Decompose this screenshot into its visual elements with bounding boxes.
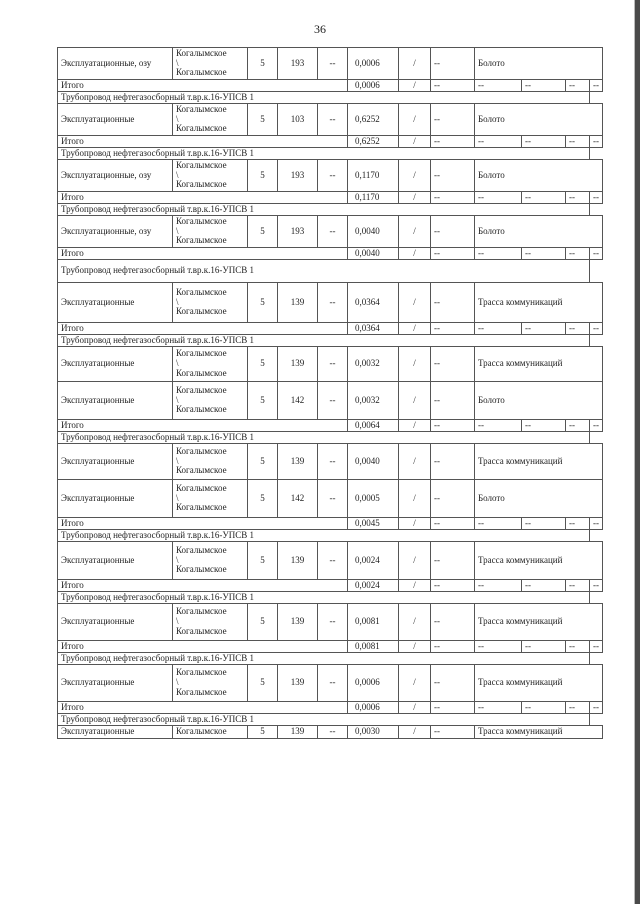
- empty-dash: --: [566, 702, 590, 714]
- table-row: [58, 726, 603, 739]
- empty-dash: --: [590, 641, 603, 653]
- land-use-cell: Трасса коммуникаций: [475, 726, 603, 739]
- number-cell: 139: [278, 347, 318, 382]
- section-title: Трубопровод нефтегазосборный т.вр.к.16-УПСВ 1: [58, 335, 590, 347]
- location-line: \: [176, 296, 179, 307]
- area-value: 0,0045: [348, 518, 399, 530]
- number-cell: 5: [248, 382, 278, 420]
- empty-dash: --: [475, 641, 522, 653]
- empty-dash: --: [590, 702, 603, 714]
- slash: /: [399, 420, 431, 432]
- section-title: Трубопровод нефтегазосборный т.вр.к.16-УПСВ 1: [58, 432, 590, 444]
- land-use-cell: Болото: [475, 382, 603, 420]
- empty-dash: --: [522, 518, 566, 530]
- table-row: [58, 604, 603, 641]
- dash: --: [318, 48, 348, 80]
- slash: /: [399, 580, 431, 592]
- category-cell: Эксплуатационные: [58, 347, 173, 382]
- empty-dash: --: [566, 136, 590, 148]
- location-line: Когалымское: [176, 404, 227, 415]
- number-cell: 193: [278, 48, 318, 80]
- empty-dash: --: [522, 580, 566, 592]
- location-line: Когалымское: [176, 465, 227, 476]
- total-label: Итого: [58, 580, 348, 592]
- number-cell: 5: [248, 444, 278, 480]
- location-line: \: [176, 455, 179, 466]
- location-line: Когалымское: [176, 103, 227, 114]
- page-number: 36: [314, 22, 326, 36]
- number-cell: 193: [278, 160, 318, 192]
- category-cell: Эксплуатационные, озу: [58, 48, 173, 80]
- area-value: 0,0040: [348, 248, 399, 260]
- empty-dash: --: [590, 420, 603, 432]
- location-line: Когалымское: [176, 306, 227, 317]
- section-title: Трубопровод нефтегазосборный т.вр.к.16-УПСВ 1: [58, 260, 590, 283]
- section-title: Трубопровод нефтегазосборный т.вр.к.16-УПСВ 1: [58, 204, 590, 216]
- area-value: 0,0006: [348, 665, 399, 702]
- section-title: Трубопровод нефтегазосборный т.вр.к.16-УПСВ 1: [58, 714, 590, 726]
- location-line: Когалымское: [176, 286, 227, 297]
- location-line: \: [176, 394, 179, 405]
- section-title-row: [58, 92, 603, 104]
- area-value: 0,0006: [348, 702, 399, 714]
- total-row: [58, 641, 603, 653]
- section-title: Трубопровод нефтегазосборный т.вр.к.16-УПСВ 1: [58, 530, 590, 542]
- location-cell: [173, 444, 248, 480]
- area-value: 0,0081: [348, 641, 399, 653]
- number-cell: 139: [278, 604, 318, 641]
- dash: --: [431, 726, 475, 739]
- area-value: 0,0032: [348, 382, 399, 420]
- dash: --: [431, 248, 475, 260]
- section-title: Трубопровод нефтегазосборный т.вр.к.16-УПСВ 1: [58, 592, 590, 604]
- table-row: [58, 665, 603, 702]
- number-cell: 5: [248, 726, 278, 739]
- dash: --: [431, 192, 475, 204]
- slash: /: [399, 136, 431, 148]
- table-row: [58, 216, 603, 248]
- location-line: \: [176, 113, 179, 124]
- dash: --: [431, 80, 475, 92]
- area-value: 0,0081: [348, 604, 399, 641]
- total-label: Итого: [58, 136, 348, 148]
- empty-dash: --: [566, 580, 590, 592]
- number-cell: 139: [278, 542, 318, 580]
- empty-dash: --: [566, 518, 590, 530]
- location-cell: [173, 726, 248, 739]
- number-cell: 5: [248, 160, 278, 192]
- empty-dash: --: [566, 323, 590, 335]
- location-line: Когалымское: [176, 159, 227, 170]
- dash: --: [318, 726, 348, 739]
- dash: --: [431, 444, 475, 480]
- category-cell: Эксплуатационные, озу: [58, 160, 173, 192]
- empty-dash: --: [475, 192, 522, 204]
- location-cell: [173, 48, 248, 80]
- dash: --: [318, 160, 348, 192]
- empty-dash: --: [590, 192, 603, 204]
- location-cell: [173, 542, 248, 580]
- land-allocation-table: [57, 47, 603, 739]
- section-title-row: [58, 260, 603, 283]
- dash: --: [431, 702, 475, 714]
- land-use-cell: Трасса коммуникаций: [475, 347, 603, 382]
- empty-dash: --: [475, 518, 522, 530]
- dash: --: [431, 665, 475, 702]
- slash: /: [399, 283, 431, 323]
- slash: /: [399, 248, 431, 260]
- empty-dash: --: [522, 641, 566, 653]
- category-cell: Эксплуатационные: [58, 480, 173, 518]
- section-title-row: [58, 204, 603, 216]
- location-line: Когалымское: [176, 67, 227, 78]
- land-use-cell: Трасса коммуникаций: [475, 604, 603, 641]
- location-cell: [173, 216, 248, 248]
- total-row: [58, 323, 603, 335]
- empty-dash: --: [475, 80, 522, 92]
- number-cell: 142: [278, 382, 318, 420]
- dash: --: [431, 580, 475, 592]
- location-line: \: [176, 677, 179, 688]
- total-label: Итого: [58, 702, 348, 714]
- slash: /: [399, 702, 431, 714]
- area-value: 0,0364: [348, 283, 399, 323]
- location-cell: [173, 604, 248, 641]
- location-line: Когалымское: [176, 502, 227, 513]
- location-line: \: [176, 554, 179, 565]
- table-row: [58, 444, 603, 480]
- location-line: Когалымское: [176, 367, 227, 378]
- land-use-cell: Болото: [475, 104, 603, 136]
- number-cell: 139: [278, 444, 318, 480]
- dash: --: [431, 136, 475, 148]
- table-row: [58, 480, 603, 518]
- slash: /: [399, 726, 431, 739]
- dash: --: [431, 542, 475, 580]
- table-row: [58, 382, 603, 420]
- location-line: Когалымское: [176, 564, 227, 575]
- number-cell: 5: [248, 480, 278, 518]
- total-row: [58, 136, 603, 148]
- area-value: 0,0005: [348, 480, 399, 518]
- area-value: 0,0006: [348, 48, 399, 80]
- location-line: Когалымское: [176, 123, 227, 134]
- empty-dash: --: [475, 420, 522, 432]
- total-row: [58, 702, 603, 714]
- section-title-row: [58, 335, 603, 347]
- area-value: 0,1170: [348, 160, 399, 192]
- dash: --: [431, 518, 475, 530]
- section-title-row: [58, 432, 603, 444]
- total-label: Итого: [58, 518, 348, 530]
- area-value: 0,0024: [348, 580, 399, 592]
- land-use-cell: Болото: [475, 480, 603, 518]
- dash: --: [318, 665, 348, 702]
- category-cell: Эксплуатационные: [58, 604, 173, 641]
- dash: --: [431, 216, 475, 248]
- empty-dash: --: [522, 702, 566, 714]
- location-line: Когалымское: [176, 179, 227, 190]
- empty-dash: --: [566, 641, 590, 653]
- category-cell: Эксплуатационные: [58, 726, 173, 739]
- dash: --: [318, 444, 348, 480]
- number-cell: 5: [248, 283, 278, 323]
- dash: --: [318, 604, 348, 641]
- table-row: [58, 48, 603, 80]
- slash: /: [399, 323, 431, 335]
- empty-dash: --: [590, 323, 603, 335]
- location-cell: [173, 160, 248, 192]
- dash: --: [431, 283, 475, 323]
- location-cell: [173, 665, 248, 702]
- section-title-row: [58, 653, 603, 665]
- slash: /: [399, 80, 431, 92]
- dash: --: [431, 48, 475, 80]
- number-cell: 5: [248, 48, 278, 80]
- number-cell: 142: [278, 480, 318, 518]
- slash: /: [399, 518, 431, 530]
- total-label: Итого: [58, 323, 348, 335]
- category-cell: Эксплуатационные: [58, 444, 173, 480]
- category-cell: Эксплуатационные, озу: [58, 216, 173, 248]
- table-row: [58, 283, 603, 323]
- category-cell: Эксплуатационные: [58, 104, 173, 136]
- area-value: 0,0024: [348, 542, 399, 580]
- location-line: Когалымское: [176, 348, 227, 359]
- slash: /: [399, 192, 431, 204]
- section-title-row: [58, 592, 603, 604]
- empty-dash: --: [522, 248, 566, 260]
- land-use-cell: Трасса коммуникаций: [475, 444, 603, 480]
- table-row: [58, 160, 603, 192]
- location-cell: [173, 480, 248, 518]
- table-row: [58, 347, 603, 382]
- slash: /: [399, 641, 431, 653]
- slash: /: [399, 604, 431, 641]
- total-row: [58, 192, 603, 204]
- number-cell: 5: [248, 216, 278, 248]
- slash: /: [399, 444, 431, 480]
- location-cell: [173, 283, 248, 323]
- land-use-cell: Болото: [475, 48, 603, 80]
- empty-dash: --: [522, 323, 566, 335]
- empty-dash: --: [522, 192, 566, 204]
- location-line: Когалымское: [176, 544, 227, 555]
- location-line: Когалымское: [176, 235, 227, 246]
- table-row: [58, 542, 603, 580]
- empty-dash: --: [475, 248, 522, 260]
- dash: --: [431, 604, 475, 641]
- section-title: Трубопровод нефтегазосборный т.вр.к.16-УПСВ 1: [58, 148, 590, 160]
- empty-dash: --: [475, 702, 522, 714]
- section-title: Трубопровод нефтегазосборный т.вр.к.16-УПСВ 1: [58, 653, 590, 665]
- location-line: \: [176, 358, 179, 369]
- section-title: Трубопровод нефтегазосборный т.вр.к.16-УПСВ 1: [58, 92, 590, 104]
- location-line: Когалымское: [176, 667, 227, 678]
- land-use-cell: Трасса коммуникаций: [475, 665, 603, 702]
- empty-dash: --: [522, 136, 566, 148]
- slash: /: [399, 216, 431, 248]
- number-cell: 139: [278, 726, 318, 739]
- dash: --: [318, 480, 348, 518]
- land-use-cell: Болото: [475, 160, 603, 192]
- area-value: 0,0364: [348, 323, 399, 335]
- slash: /: [399, 104, 431, 136]
- location-line: \: [176, 225, 179, 236]
- location-line: \: [176, 57, 179, 68]
- dash: --: [318, 382, 348, 420]
- dash: --: [431, 104, 475, 136]
- empty-dash: --: [590, 248, 603, 260]
- total-label: Итого: [58, 80, 348, 92]
- dash: --: [431, 323, 475, 335]
- empty-dash: --: [590, 580, 603, 592]
- total-label: Итого: [58, 248, 348, 260]
- land-use-cell: Болото: [475, 216, 603, 248]
- area-value: 0,0006: [348, 80, 399, 92]
- area-value: 0,0064: [348, 420, 399, 432]
- table-row: [58, 104, 603, 136]
- number-cell: 139: [278, 283, 318, 323]
- dash: --: [431, 420, 475, 432]
- area-value: 0,1170: [348, 192, 399, 204]
- total-row: [58, 80, 603, 92]
- category-cell: Эксплуатационные: [58, 665, 173, 702]
- number-cell: 5: [248, 347, 278, 382]
- location-line: Когалымское: [176, 384, 227, 395]
- empty-dash: --: [475, 580, 522, 592]
- location-line: Когалымское: [176, 47, 227, 58]
- dash: --: [318, 216, 348, 248]
- total-row: [58, 580, 603, 592]
- slash: /: [399, 48, 431, 80]
- empty-dash: --: [590, 136, 603, 148]
- category-cell: Эксплуатационные: [58, 382, 173, 420]
- location-cell: [173, 104, 248, 136]
- total-label: Итого: [58, 420, 348, 432]
- empty-dash: --: [566, 192, 590, 204]
- section-title-row: [58, 530, 603, 542]
- location-line: \: [176, 169, 179, 180]
- land-use-cell: Трасса коммуникаций: [475, 283, 603, 323]
- number-cell: 139: [278, 665, 318, 702]
- slash: /: [399, 542, 431, 580]
- dash: --: [431, 641, 475, 653]
- total-row: [58, 420, 603, 432]
- area-value: 0,6252: [348, 136, 399, 148]
- dash: --: [431, 347, 475, 382]
- empty-dash: --: [566, 420, 590, 432]
- empty-dash: --: [522, 420, 566, 432]
- empty-dash: --: [590, 518, 603, 530]
- area-value: 0,6252: [348, 104, 399, 136]
- dash: --: [318, 283, 348, 323]
- total-label: Итого: [58, 192, 348, 204]
- slash: /: [399, 480, 431, 518]
- total-row: [58, 518, 603, 530]
- area-value: 0,0040: [348, 216, 399, 248]
- category-cell: Эксплуатационные: [58, 542, 173, 580]
- slash: /: [399, 382, 431, 420]
- empty-dash: --: [590, 80, 603, 92]
- empty-dash: --: [566, 248, 590, 260]
- dash: --: [318, 542, 348, 580]
- location-line: Когалымское: [176, 726, 227, 737]
- location-line: Когалымское: [176, 686, 227, 697]
- number-cell: 5: [248, 104, 278, 136]
- location-line: Когалымское: [176, 625, 227, 636]
- dash: --: [318, 347, 348, 382]
- number-cell: 5: [248, 542, 278, 580]
- location-cell: [173, 347, 248, 382]
- slash: /: [399, 160, 431, 192]
- land-use-cell: Трасса коммуникаций: [475, 542, 603, 580]
- dash: --: [431, 480, 475, 518]
- section-title-row: [58, 148, 603, 160]
- area-value: 0,0040: [348, 444, 399, 480]
- area-value: 0,0032: [348, 347, 399, 382]
- scan-edge-shadow: [635, 0, 640, 904]
- number-cell: 5: [248, 665, 278, 702]
- total-label: Итого: [58, 641, 348, 653]
- empty-dash: --: [475, 323, 522, 335]
- dash: --: [431, 382, 475, 420]
- empty-dash: --: [522, 80, 566, 92]
- dash: --: [318, 104, 348, 136]
- location-line: \: [176, 492, 179, 503]
- location-line: Когалымское: [176, 215, 227, 226]
- slash: /: [399, 347, 431, 382]
- area-value: 0,0030: [348, 726, 399, 739]
- empty-dash: --: [566, 80, 590, 92]
- location-line: \: [176, 616, 179, 627]
- section-title-row: [58, 714, 603, 726]
- location-line: Когалымское: [176, 606, 227, 617]
- location-line: Когалымское: [176, 445, 227, 456]
- number-cell: 5: [248, 604, 278, 641]
- empty-dash: --: [475, 136, 522, 148]
- total-row: [58, 248, 603, 260]
- number-cell: 193: [278, 216, 318, 248]
- number-cell: 103: [278, 104, 318, 136]
- slash: /: [399, 665, 431, 702]
- dash: --: [431, 160, 475, 192]
- location-line: Когалымское: [176, 482, 227, 493]
- category-cell: Эксплуатационные: [58, 283, 173, 323]
- location-cell: [173, 382, 248, 420]
